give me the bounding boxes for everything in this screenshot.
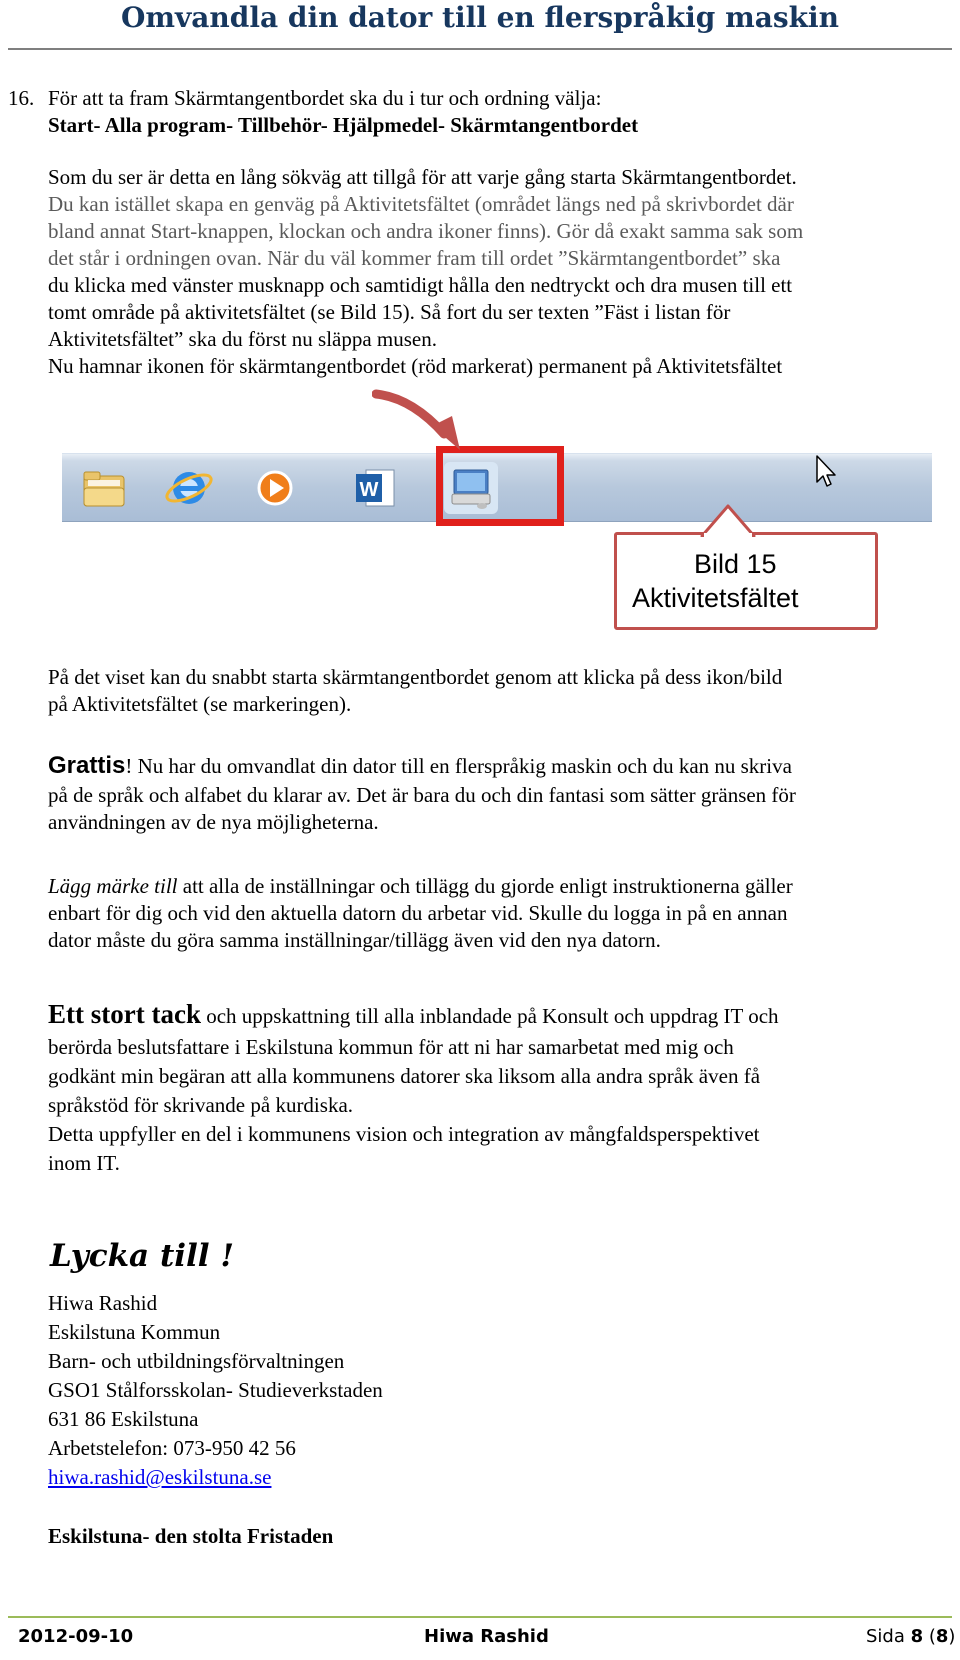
paragraph-line: berörda beslutsfattare i Eskilstuna kommun för att ni har samarbetat med mig och [48, 1035, 734, 1059]
paragraph-line: Aktivitetsfältet” ska du först nu släppa musen. [48, 327, 438, 351]
paragraph-line: användningen av de nya möjligheterna. [48, 810, 379, 834]
word-icon [348, 462, 402, 514]
step-menu-path: Start- Alla program- Tillbehör- Hjälpmedel- Skärmtangentbordet [48, 113, 639, 137]
page-total: 8 [935, 1626, 949, 1647]
grattis-line-1 [48, 752, 792, 780]
note-text: att alla de inställningar och tillägg du gjorde enligt instruktionerna gäller [177, 874, 793, 898]
highlight-box [436, 446, 564, 526]
contact-unit: GSO1 Stålforsskolan- Studieverkstaden [48, 1378, 383, 1402]
media-player-icon [248, 462, 302, 514]
page-close-paren: ) [948, 1626, 956, 1647]
paragraph-line: Nu hamnar ikonen för skärmtangentbordet (röd markerat) permanent på Aktivitetsfältet [48, 354, 783, 378]
paragraph-line: på de språk och alfabet du klarar av. Det är bara du och din fantasi som sätter gränsen för [48, 783, 796, 807]
footer-divider [8, 1616, 952, 1618]
page-label: Sida [866, 1626, 911, 1647]
paragraph-line: godkänt min begäran att alla kommunens datorer ska liksom alla andra språk även få [48, 1064, 761, 1088]
grattis-text: ! Nu har du omvandlat din dator till en flerspråkig maskin och du kan nu skriva [125, 754, 792, 778]
paragraph-line: enbart för dig och vid den aktuella datorn du arbetar vid. Skulle du logga in på en annan [48, 901, 788, 925]
closing-greeting: Lycka till ! [50, 1238, 234, 1274]
svg-text:W: W [359, 479, 379, 501]
paragraph-line: Detta uppfyller en del i kommunens vision och integration av mångfaldsperspektivet [48, 1122, 760, 1146]
grattis-heading: Grattis [48, 752, 126, 779]
figure-caption-number: Bild 15 [694, 549, 777, 579]
contact-department: Barn- och utbildningsförvaltningen [48, 1349, 345, 1373]
folder-icon [78, 462, 132, 514]
contact-organization: Eskilstuna Kommun [48, 1320, 221, 1344]
paragraph-line: tomt område på aktivitetsfältet (se Bild 15). Så fort du ser texten ”Fäst i listan för [48, 300, 731, 324]
internet-explorer-icon [162, 462, 216, 514]
note-line-1 [48, 872, 793, 900]
header-divider [8, 48, 952, 50]
contact-email-link[interactable]: hiwa.rashid@eskilstuna.se [48, 1465, 272, 1489]
paragraph-line: inom IT. [48, 1151, 120, 1175]
footer-author: Hiwa Rashid [424, 1626, 549, 1647]
note-emphasis: Lägg märke till [48, 874, 178, 898]
paragraph-line: Som du ser är detta en lång sökväg att tillgå för att varje gång starta Skärmtangentbordet. [48, 165, 797, 189]
contact-address: 631 86 Eskilstuna [48, 1407, 199, 1431]
contact-email-line [48, 1463, 271, 1491]
callout-pointer [700, 503, 756, 537]
page-current: 8 [910, 1626, 924, 1647]
figure-caption-title: Aktivitetsfältet [632, 583, 799, 613]
contact-slogan: Eskilstuna- den stolta Fristaden [48, 1524, 334, 1548]
page-header-title: Omvandla din dator till en flerspråkig maskin [120, 1, 839, 34]
paragraph-line: Du kan istället skapa en genväg på Aktivitetsfältet (området längs ned på skrivbordet där [48, 192, 794, 216]
paragraph-line: bland annat Start-knappen, klockan och andra ikoner finns). Gör då exakt samma sak som [48, 219, 804, 243]
paragraph-line: du klicka med vänster musknapp och samtidigt hålla den nedtryckt och dra musen till ett [48, 273, 793, 297]
thanks-text: och uppskattning till alla inblandade på Konsult och uppdrag IT och [200, 1004, 779, 1028]
footer-page-number [866, 1626, 955, 1647]
thanks-heading: Ett stort tack [48, 999, 201, 1029]
paragraph-line: språkstöd för skrivande på kurdiska. [48, 1093, 354, 1117]
footer-date: 2012-09-10 [18, 1626, 134, 1647]
paragraph-line: på Aktivitetsfältet (se markeringen). [48, 692, 352, 716]
mouse-cursor-icon [814, 454, 838, 493]
step-instruction: För att ta fram Skärmtangentbordet ska du i tur och ordning välja: [48, 86, 602, 110]
pointer-arrow-icon [372, 388, 472, 458]
paragraph-line: På det viset kan du snabbt starta skärmtangentbordet genom att klicka på dess ikon/bild [48, 665, 783, 689]
page-open-paren: ( [923, 1626, 936, 1647]
step-number: 16. [8, 86, 35, 110]
contact-name: Hiwa Rashid [48, 1291, 158, 1315]
thanks-line-1 [48, 1000, 779, 1030]
paragraph-line: det står i ordningen ovan. När du väl kommer fram till ordet ”Skärmtangentbordet” ska [48, 246, 781, 270]
paragraph-line: dator måste du göra samma inställningar/tillägg även vid den nya datorn. [48, 928, 661, 952]
contact-phone: Arbetstelefon: 073-950 42 56 [48, 1436, 296, 1460]
